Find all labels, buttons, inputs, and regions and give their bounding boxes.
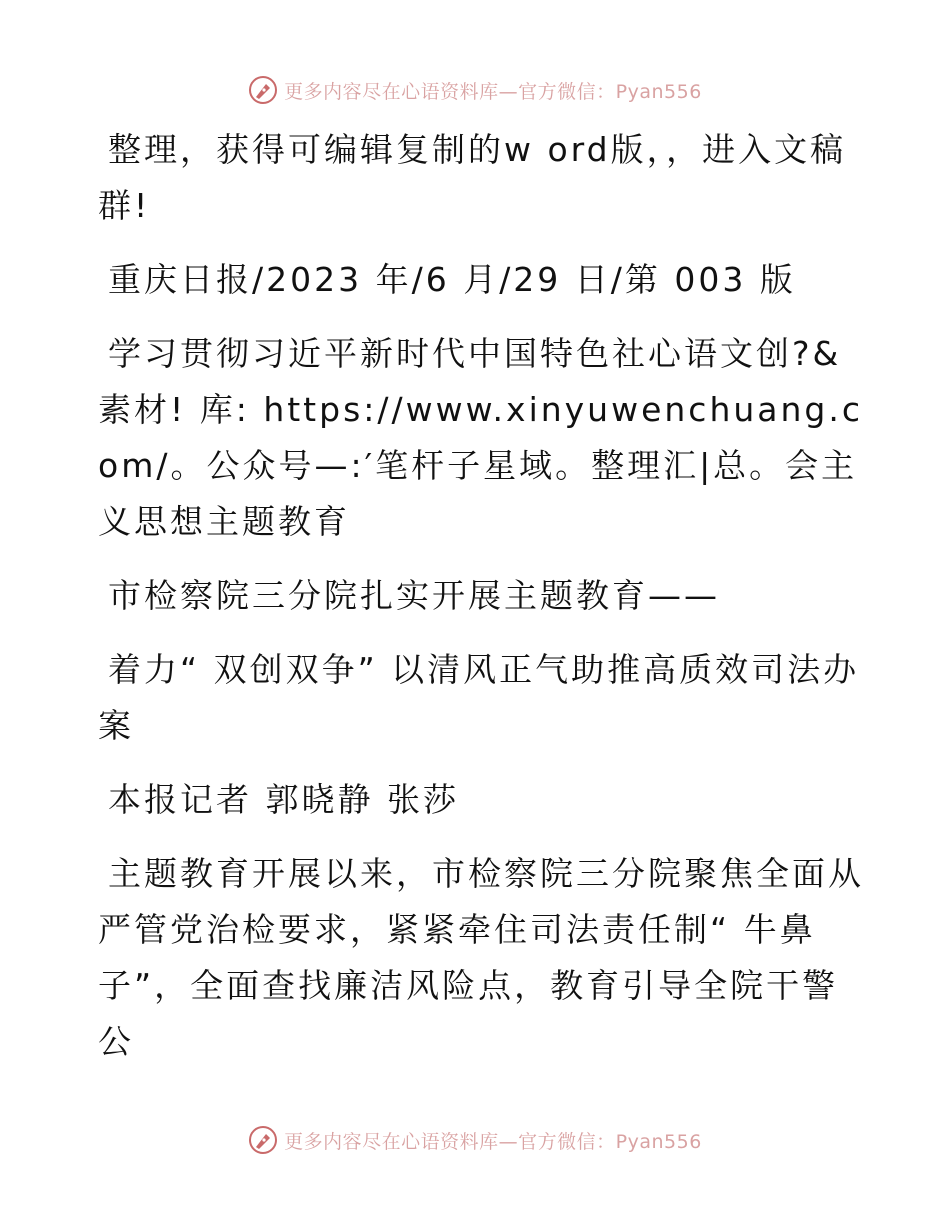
pen-nib-logo-icon bbox=[248, 75, 278, 105]
paragraph-topic: 学习贯彻习近平新时代中国特色社心语文创?&素材! 库: https://www.xinyuwenchuang.com/。公众号—:′笔杆子星域。整理汇|总。会主义思想主题教育 bbox=[98, 334, 863, 541]
paragraph-headline: 市检察院三分院扎实开展主题教育—— bbox=[108, 576, 720, 615]
watermark-text: 更多内容尽在心语资料库—官方微信：Pyan556 bbox=[284, 1130, 702, 1153]
pen-nib-logo-icon bbox=[248, 1125, 278, 1155]
watermark-text: 更多内容尽在心语资料库—官方微信：Pyan556 bbox=[284, 80, 702, 103]
header-watermark bbox=[0, 70, 950, 110]
paragraph-body: 主题教育开展以来，市检察院三分院聚焦全面从严管党治检要求，紧紧牵住司法责任制“ 牛鼻子”，全面查找廉洁风险点，教育引导全院干警公 bbox=[98, 854, 864, 1061]
paragraph-source: 重庆日报/2023 年/6 月/29 日/第 003 版 bbox=[108, 260, 796, 299]
paragraph-byline: 本报记者 郭晓静 张莎 bbox=[108, 780, 459, 819]
paragraph-subheadline: 着力“ 双创双争” 以清风正气助推高质效司法办案 bbox=[98, 650, 860, 745]
document-body bbox=[98, 122, 868, 1088]
footer-watermark bbox=[0, 1120, 950, 1160]
paragraph-intro: 整理，获得可编辑复制的w ord版，，进入文稿群! bbox=[98, 130, 847, 225]
